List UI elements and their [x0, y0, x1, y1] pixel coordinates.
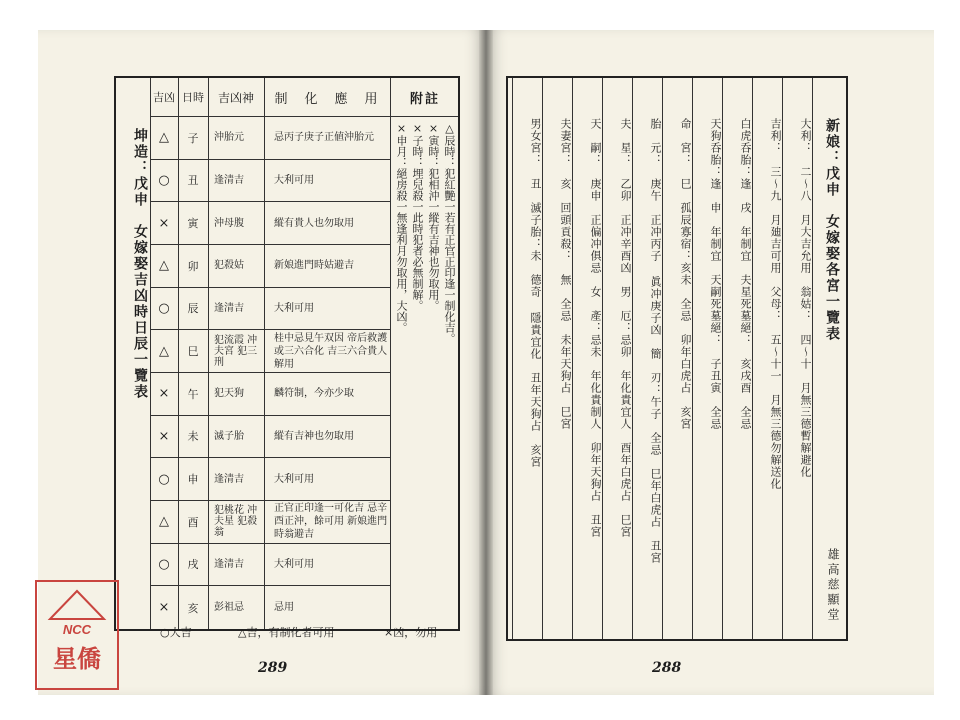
row-god: 犯流霞 冲夫宮 犯三刑 — [214, 334, 258, 368]
row-branch: 寅 — [187, 217, 199, 231]
row-branch: 丑 — [187, 174, 199, 188]
table-column: 男女宮： 丑 滅子胎：未 德奇 隱貴宜化 丑年天狗占 亥宮 — [529, 118, 542, 468]
row-god: 逢清吉 — [214, 174, 244, 186]
table-column: 吉利： 三～九 月廸吉可用 父母： 五～十一 月無三德勿解送化 — [769, 118, 782, 490]
notes — [396, 122, 456, 602]
table-column: 大利： 二～八 月大吉允用 翁姑： 四～十 月無三德暫解避化 — [799, 118, 812, 478]
table-row — [150, 586, 390, 629]
row-remedy: 大利可用 — [274, 174, 314, 186]
row-remedy: 桂中忌見午双因 帝后救護或三六合化 吉三六合貴人解用 — [274, 332, 388, 370]
row-branch: 酉 — [187, 515, 199, 529]
row-remedy: 大利可用 — [274, 558, 314, 570]
row-branch: 卯 — [187, 259, 199, 273]
triangle-logo-icon — [47, 588, 107, 622]
left-table — [150, 78, 390, 629]
stamp-bottom-text: 星僑 — [53, 644, 101, 673]
row-symbol: △ — [159, 343, 169, 359]
row-symbol: △ — [159, 130, 169, 146]
row-remedy: 大利可用 — [274, 302, 314, 314]
row-symbol: △ — [159, 514, 169, 530]
table-row — [150, 160, 390, 203]
row-branch: 辰 — [187, 302, 199, 316]
row-symbol: × — [158, 215, 170, 231]
row-remedy: 大利可用 — [274, 473, 314, 485]
author-credit: 雄高慈顯堂 — [826, 548, 840, 623]
row-remedy: 忌用 — [274, 602, 294, 614]
page-number-right: 288 — [652, 660, 682, 676]
row-branch: 子 — [187, 131, 199, 145]
table-row — [150, 288, 390, 331]
header-branch: 日時 — [182, 91, 204, 104]
note-4: ×申月：絕房殺一無逢利月勿取用，大凶。 — [395, 122, 408, 333]
table-column: 白虎呑胎：逢 戌 年制宜 夫星死墓絕： 亥戌酉 全忌 — [739, 118, 752, 430]
row-god: 犯桃花 冲夫星 犯殺翁 — [214, 505, 258, 539]
row-branch: 午 — [187, 387, 199, 401]
row-god: 彭祖忌 — [214, 602, 244, 614]
row-symbol: ○ — [158, 471, 170, 487]
row-branch: 申 — [187, 473, 199, 487]
row-god: 逢清吉 — [214, 473, 244, 485]
open-book — [38, 30, 934, 695]
header-remedy: 制 化 應 用 — [274, 91, 380, 107]
legend-medium: △吉，有制化者可用 — [238, 626, 335, 639]
page-number-left: 289 — [258, 660, 288, 676]
row-god: 沖胎元 — [214, 132, 244, 144]
stamp-top-text: NCC — [62, 622, 92, 637]
row-symbol: ○ — [158, 556, 170, 572]
right-table-frame — [506, 76, 848, 641]
row-remedy: 麟符制，今亦少取 — [274, 388, 354, 400]
table-row — [150, 501, 390, 544]
row-god: 犯天狗 — [214, 388, 244, 400]
row-symbol: × — [158, 386, 170, 402]
table-column: 命 宮： 巳 孤辰寡宿：亥未 全忌 卯年白虎占 亥宮 — [679, 118, 692, 430]
row-god: 滅子胎 — [214, 430, 244, 442]
table-row — [150, 544, 390, 587]
left-table-frame — [114, 76, 460, 631]
row-symbol: × — [158, 428, 170, 444]
note-3: ×子時：埋兒殺一此時犯者必無制解。 — [411, 122, 424, 311]
table-column: 夫妻宮： 亥 回頭貢殺： 無 全忌 未年天狗占 巳宮 — [559, 118, 572, 430]
row-symbol: △ — [159, 258, 169, 274]
row-god: 沖母腹 — [214, 217, 244, 229]
row-symbol: ○ — [158, 300, 170, 316]
table-column: 夫 星： 乙卯 正冲辛酉凶 男 厄：忌卯 年化貴宜人 酉年白虎占 巳宮 — [619, 118, 632, 538]
header-note: 附註 — [409, 91, 440, 107]
row-symbol: ○ — [158, 172, 170, 188]
table-row — [150, 330, 390, 373]
table-column: 胎 元： 庚午 正冲丙子 眞冲庚子凶 簡 刃：午子 全忌 巳年白虎占 丑宮 — [649, 118, 662, 564]
ncc-stamp — [35, 580, 119, 690]
row-god: 逢清吉 — [214, 302, 244, 314]
legend-good: ○大吉 — [160, 626, 192, 639]
note-1: △辰時：犯紅艷一若有正官正印逢一制化吉。 — [443, 122, 456, 344]
page-288 — [486, 30, 934, 695]
row-symbol: × — [158, 600, 170, 616]
row-remedy: 正官正印逢一可化吉 忌辛酉正沖，餘可用 新娘進門時翁避吉 — [274, 503, 388, 541]
row-remedy: 忌丙子庚子正値沖胎元 — [274, 132, 374, 144]
header-symbol: 吉凶 — [153, 91, 175, 104]
table-row — [150, 245, 390, 288]
table-row — [150, 458, 390, 501]
row-branch: 未 — [187, 430, 199, 444]
row-god: 犯殺姑 — [214, 260, 244, 272]
table-row — [150, 416, 390, 459]
row-remedy: 新娘進門時姑避吉 — [274, 260, 354, 272]
table-row — [150, 373, 390, 416]
table-row — [150, 202, 390, 245]
header-god: 吉凶神 — [217, 90, 254, 105]
table-column: 天狗呑胎：逢 申 年制宜 天嗣死墓絕： 子丑寅 全忌 — [709, 118, 722, 430]
left-page-title: 坤造：戊申 女嫁娶吉凶時日辰一覽表 — [132, 128, 148, 400]
row-branch: 巳 — [187, 345, 199, 359]
table-column: 天 嗣： 庚申 正偏冲俱忌 女 產：忌未 年化貴制人 卯年天狗占 丑宮 — [589, 118, 602, 538]
table-row — [150, 117, 390, 160]
row-remedy: 縱有吉神也勿取用 — [274, 430, 354, 442]
book-spine — [479, 30, 493, 695]
row-branch: 戌 — [187, 558, 199, 572]
note-2: ×寅時：犯相沖一縱有吉神也勿取用。 — [427, 122, 440, 311]
row-remedy: 縱有貴人也勿取用 — [274, 217, 354, 229]
legend-bad: ×凶，勿用 — [384, 626, 438, 639]
row-god: 逢清吉 — [214, 558, 244, 570]
right-page-title: 新娘：戊申 女嫁娶各宮一覽表 — [824, 118, 840, 342]
row-branch: 亥 — [187, 601, 199, 615]
